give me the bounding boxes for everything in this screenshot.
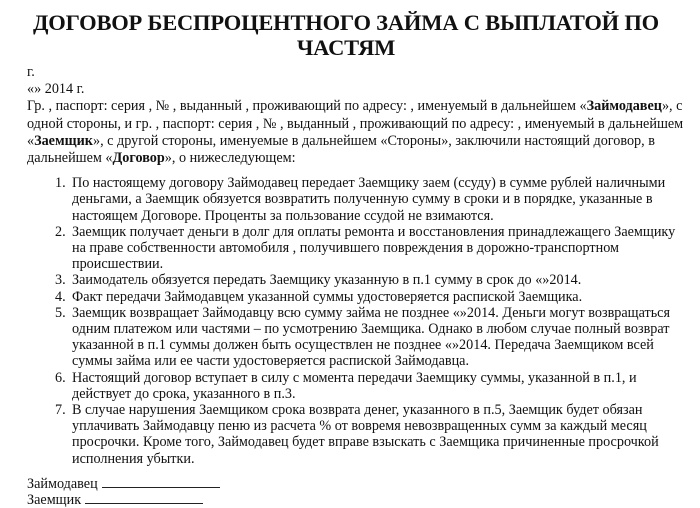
- contract-term: Договор: [112, 150, 165, 167]
- clause-item: По настоящему договору Займодавец передает Заемщику заем (ссуду) в сумме рублей наличными деньгами, а Заемщик обязуется возвратить полученную сумму в сроки и в порядке, указанные в настоящем Договоре. Проценты за пользование ссудой не взимаются.: [72, 175, 666, 224]
- clause-item: Заимодатель обязуется передать Заемщику указанную в п.1 сумму в срок до «»2014.: [72, 272, 582, 289]
- lender-term: Займодавец: [586, 98, 662, 115]
- lender-signature: [27, 476, 692, 492]
- borrower-term: Заемщик: [34, 132, 93, 149]
- borrower-signature-line: [85, 492, 203, 504]
- document-title: ДОГОВОР БЕСПРОЦЕНТНОГО ЗАЙМА С ВЫПЛАТОЙ ПО ЧАСТЯМ: [33, 10, 659, 60]
- document-body: [27, 64, 692, 508]
- preamble-part2: », с одной стороны, и гр. , паспорт: серия , № , выданный , проживающий по адресу: , именуемый в дальнейшем «: [27, 98, 684, 149]
- lender-signature-label: Займодавец: [27, 475, 98, 492]
- preamble-part1: Гр. , паспорт: серия , № , выданный , проживающий по адресу: , именуемый в дальнейшем: [27, 98, 580, 115]
- clause-item: Заемщик получает деньги в долг для оплаты ремонта и восстановления принадлежащего Заемщику на праве собственности автомобиля , получившего повреждения в дорожно-транспортном происшествии.: [72, 223, 676, 273]
- clause-item: Настоящий договор вступает в силу с момента передачи Заемщику суммы, указанной в п.1, и действует до срока, указанного в п.3.: [72, 369, 637, 402]
- clause-item: Факт передачи Займодавцем указанной суммы удостоверяется распиской Заемщика.: [72, 288, 583, 305]
- preamble-part4: », о нижеследующем:: [164, 150, 296, 167]
- clauses-list: [27, 175, 692, 467]
- borrower-signature-label: Заемщик: [27, 491, 82, 508]
- preamble: [27, 98, 692, 167]
- lender-signature-line: [102, 476, 220, 488]
- preamble-part3: », с другой стороны, именуемые в дальнейшем «Стороны», заключили настоящий договор, в дальнейшем «: [27, 132, 655, 167]
- clause-item: В случае нарушения Заемщиком срока возврата денег, указанного в п.5, Заемщик будет обязан уплачивать Займодавцу пеню из расчета % от вовремя невозвращенных сумм за каждый месяц просрочки. Кроме того, Займодавец будет вправе взыскать с Заемщика причиненные просрочкой исполнения убытки.: [72, 402, 659, 467]
- signature-block: [27, 476, 692, 508]
- clause-item: Заемщик возвращает Займодавцу всю сумму займа не позднее «»2014. Деньги могут возвращаться одним платежом или частями – по усмотрению Заемщика. Однако в любом случае полный возврат указанной в п.1 суммы должен быть осуществлен не позднее «»2014. Передача Заемщиком всей суммы займа или ее части удостоверяется распиской Займодавца.: [72, 304, 671, 370]
- city-line: г.: [27, 64, 35, 80]
- borrower-signature: [27, 492, 692, 508]
- quote-open: «: [579, 98, 587, 115]
- date-line: «» 2014 г.: [27, 81, 85, 98]
